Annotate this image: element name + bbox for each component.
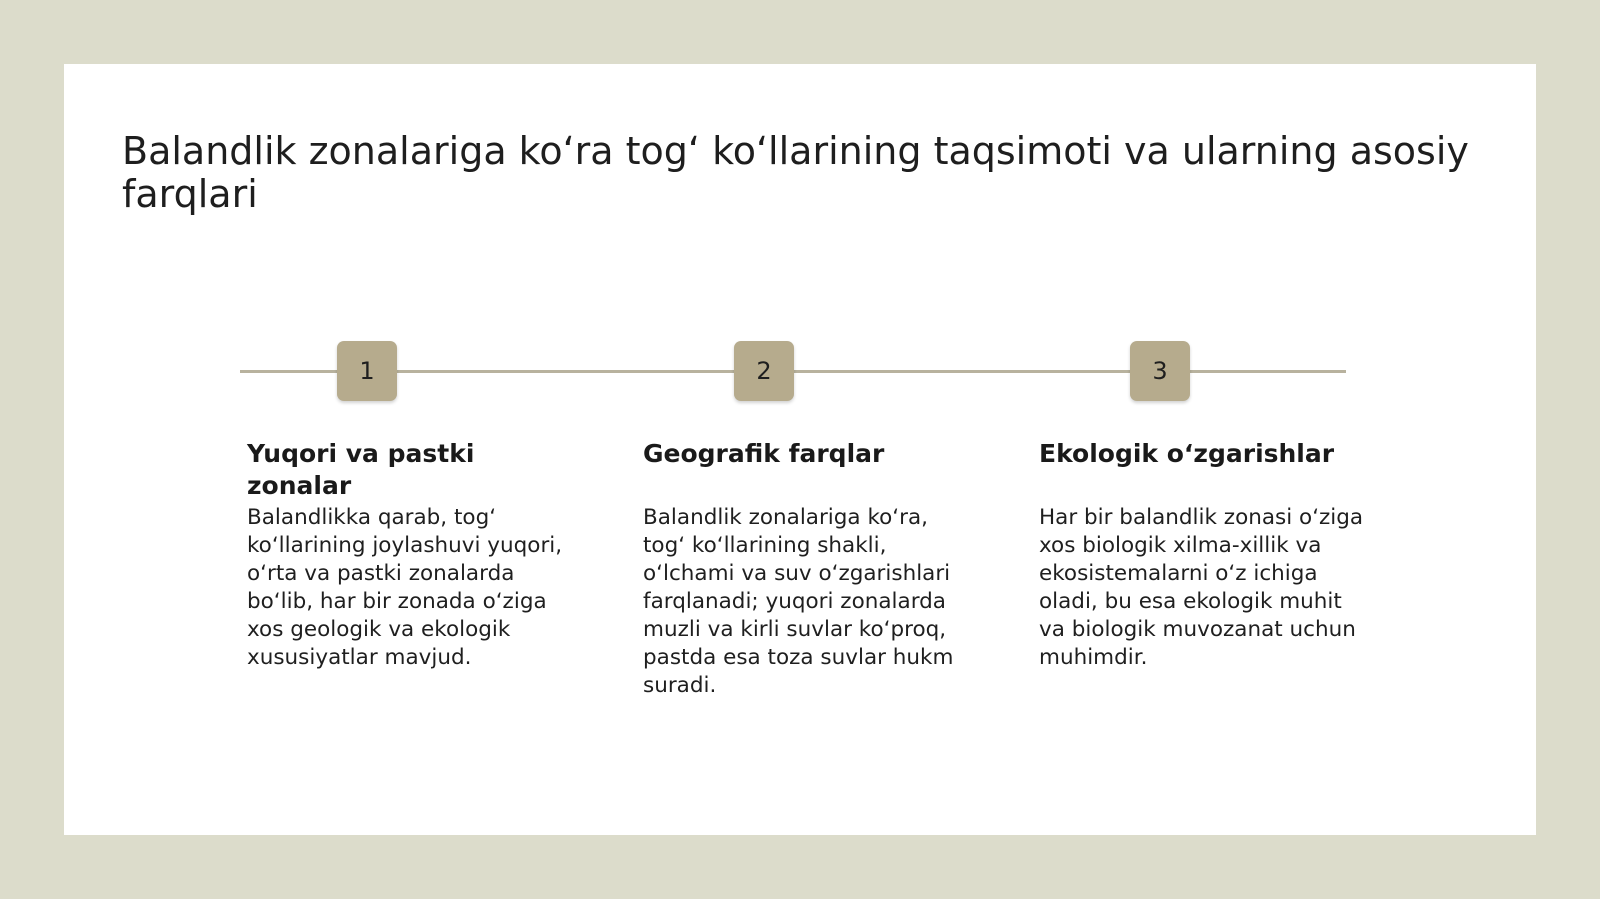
step-2-text: Balandlik zonalariga ko‘ra, tog‘ ko‘llarining shakli, o‘lchami va suv o‘zgarishlari farqlanadi; yuqori zonalarda muzli va kirli suvlar ko‘proq, pastda esa toza suvlar hukm suradi.: [643, 505, 954, 698]
step-3-text: Har bir balandlik zonasi o‘ziga xos biologik xilma-xillik va ekosistemalarni o‘z ichiga oladi, bu esa ekologik muhit va biologik muvozanat uchun muhimdir.: [1039, 505, 1364, 670]
step-1-heading: Yuqori va pastki zonalar: [247, 439, 475, 500]
step-2-marker: 2: [734, 341, 794, 401]
slide: [64, 64, 1536, 835]
step-1-marker: 1: [337, 341, 397, 401]
step-1-text: Balandlikka qarab, tog‘ ko‘llarining joylashuvi yuqori, o‘rta va pastki zonalarda bo‘lib, har bir zonada o‘ziga xos geologik va ekologik xususiyatlar mavjud.: [247, 505, 563, 670]
step-3-marker: 3: [1130, 341, 1190, 401]
slide-title: Balandlik zonalariga ko‘ra tog‘ ko‘llarining taqsimoti va ularning asosiy farqlari: [122, 129, 1469, 216]
step-2: [643, 438, 973, 700]
step-3: [1039, 438, 1369, 672]
step-3-heading: Ekologik o‘zgarishlar: [1039, 439, 1335, 468]
step-2-heading: Geografik farqlar: [643, 439, 885, 468]
step-1: [247, 438, 577, 672]
